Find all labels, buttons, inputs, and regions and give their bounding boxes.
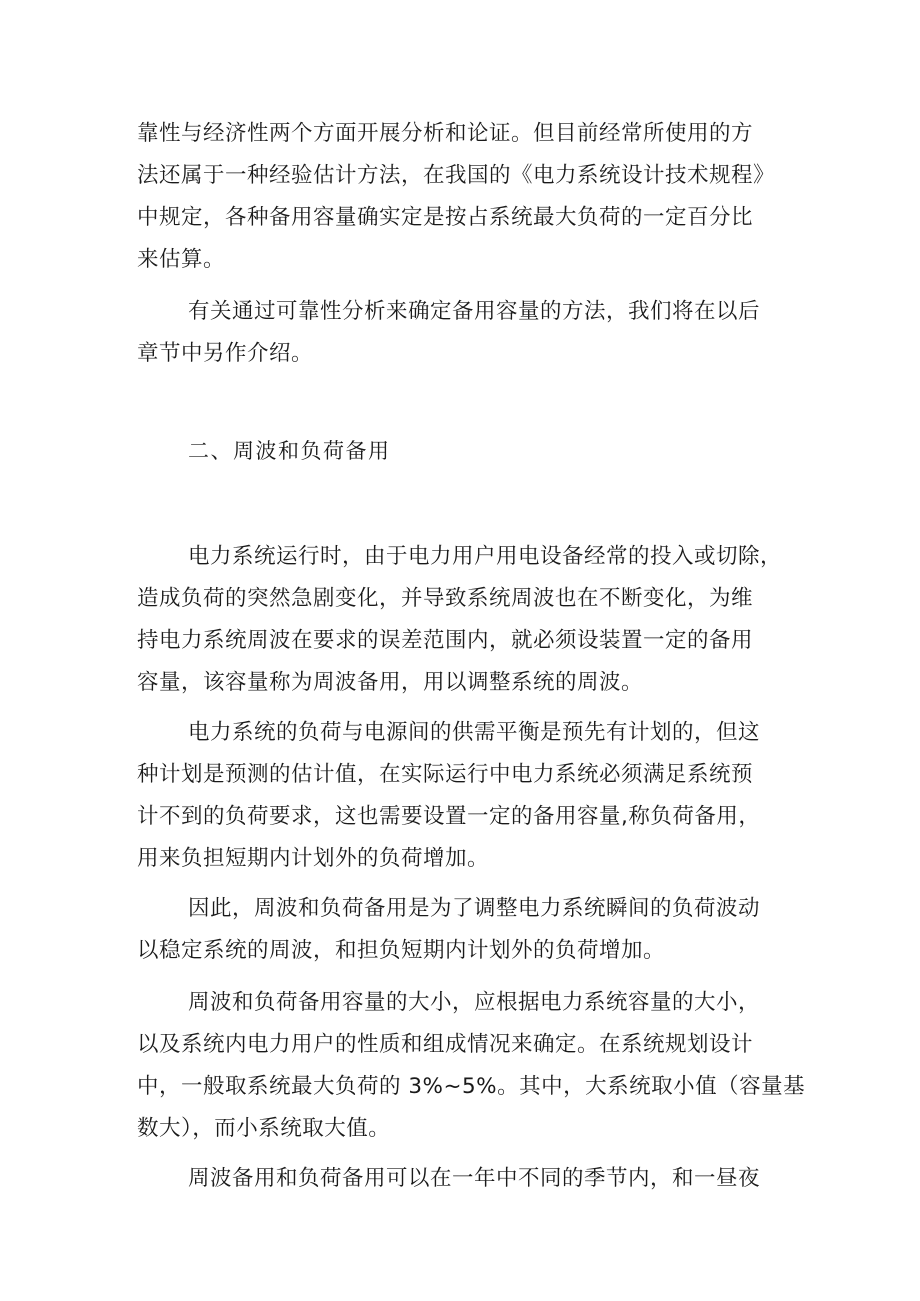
text-line: 有关通过可靠性分析来确定备用容量的方法，我们将在以后 [188, 299, 761, 324]
text-line: 因此，周波和负荷备用是为了调整电力系统瞬间的负荷波动 [188, 896, 761, 921]
text-line: 以及系统内电力用户的性质和组成情况来确定。在系统规划设计 [137, 1032, 754, 1057]
text-line: 电力系统的负荷与电源间的供需平衡是预先有计划的，但这 [188, 720, 761, 745]
text-line: 周波备用和负荷备用可以在一年中不同的季节内，和一昼夜 [188, 1166, 761, 1191]
text-line: 来估算。 [137, 247, 226, 272]
text-line: 容量，该容量称为周波备用，用以调整系统的周波。 [137, 670, 644, 695]
section-heading: 二、周波和负荷备用 [188, 439, 391, 463]
text-line: 以稳定系统的周波，和担负短期内计划外的负荷增加。 [137, 938, 666, 963]
text-line: 靠性与经济性两个方面开展分析和论证。但目前经常所使用的方 [137, 121, 754, 146]
text-line: 法还属于一种经验估计方法，在我国的《电力系统设计技术规程》 [137, 163, 776, 188]
text-line: 数大），而小系统取大值。 [137, 1116, 391, 1141]
text-line: 电力系统运行时，由于电力用户用电设备经常的投入或切除， [188, 544, 783, 569]
text-line: 中，一般取系统最大负荷的 3%~5%。其中，大系统取小值（容量基 [137, 1074, 806, 1099]
text-line: 中规定，各种备用容量确实定是按占系统最大负荷的一定百分比 [137, 205, 754, 230]
text-line: 周波和负荷备用容量的大小，应根据电力系统容量的大小， [188, 990, 761, 1015]
text-line: 计不到的负荷要求，这也需要设置一定的备用容量,称负荷备用， [137, 804, 761, 829]
text-line: 用来负担短期内计划外的负荷增加。 [137, 846, 490, 871]
text-line: 造成负荷的突然急剧变化，并导致系统周波也在不断变化，为维 [137, 586, 754, 611]
text-line: 章节中另作介绍。 [137, 341, 314, 366]
text-line: 持电力系统周波在要求的误差范围内，就必须设装置一定的备用 [137, 628, 754, 653]
text-line: 种计划是预测的估计值，在实际运行中电力系统必须满足系统预 [137, 762, 754, 787]
